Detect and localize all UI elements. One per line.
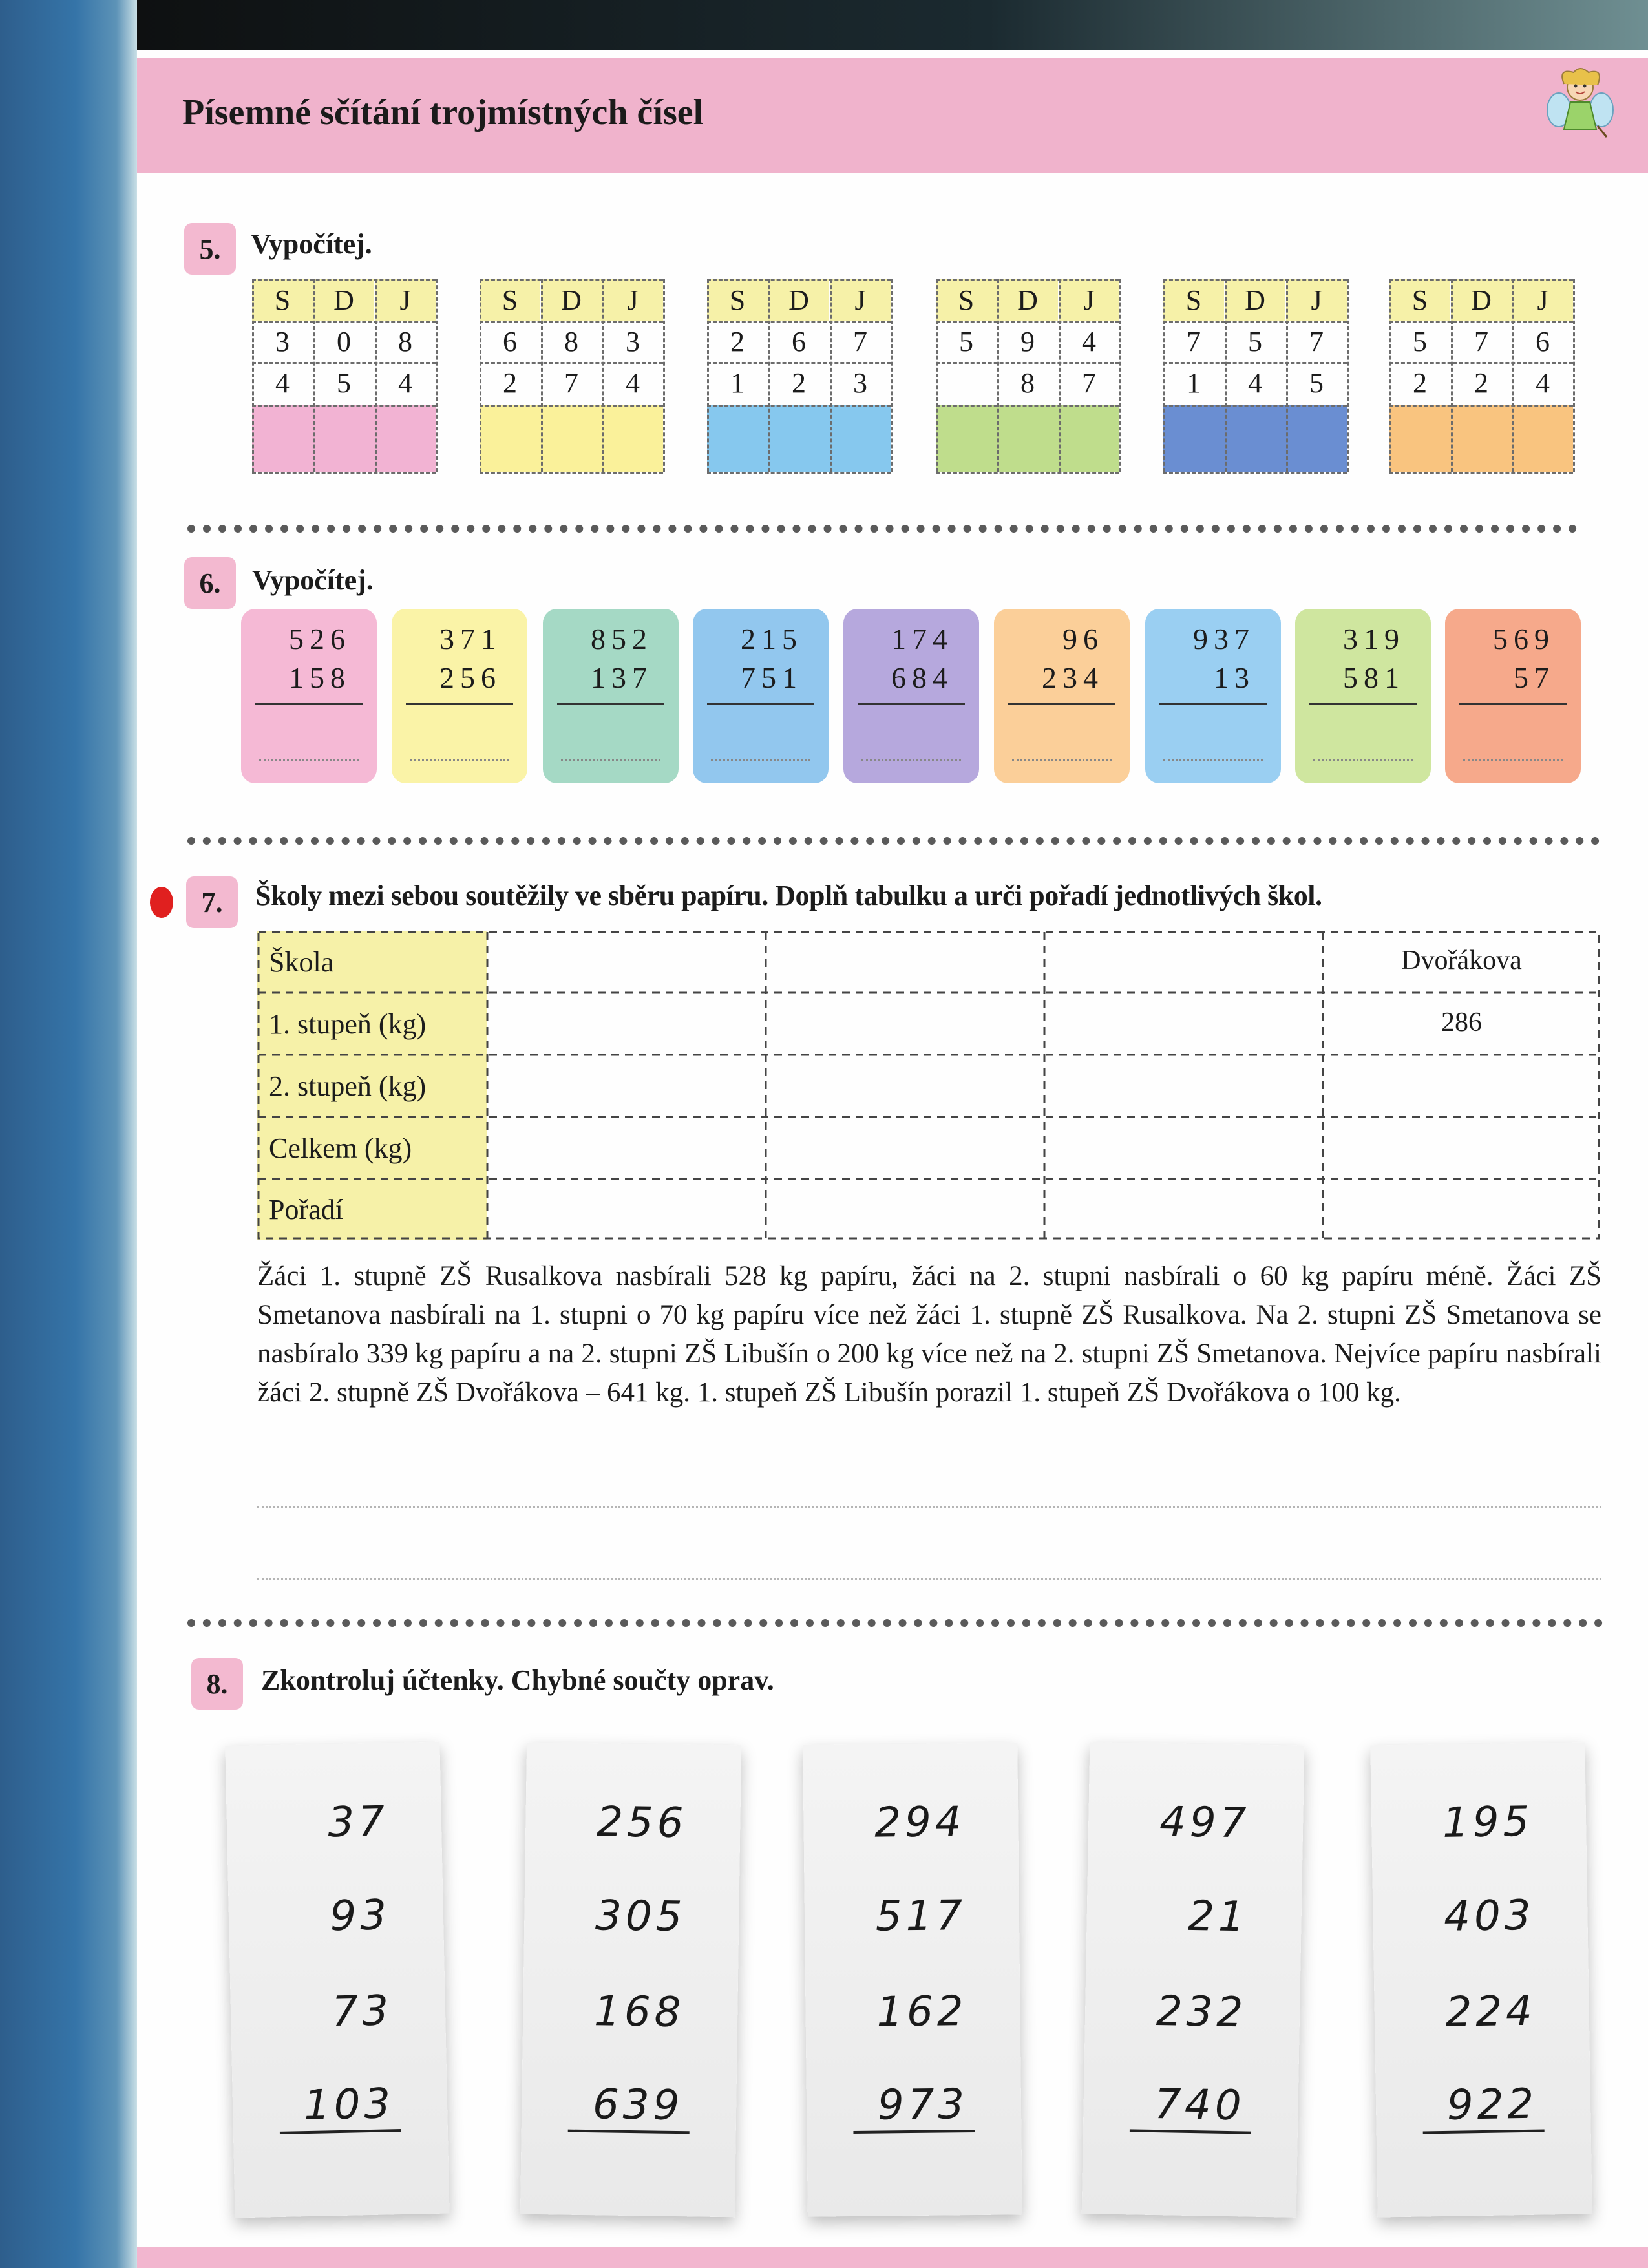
result-cells[interactable] — [936, 405, 1119, 472]
card-addend-1: 852 — [591, 622, 653, 655]
receipt-item: 256 — [596, 1798, 688, 1848]
place-label: J — [375, 279, 436, 321]
exercise-7-title: Školy mezi sebou soutěžily ve sběru papíru. Doplň tabulku a urči pořadí jednotlivých škol. — [255, 880, 1322, 911]
receipt-item: 168 — [593, 1987, 685, 2037]
digit-cell: 6 — [1536, 325, 1550, 357]
grid-line — [480, 362, 663, 364]
receipt-item: 232 — [1156, 1987, 1247, 2037]
addition-card — [392, 609, 527, 783]
grid-line — [1389, 321, 1573, 323]
digit-cell: 0 — [337, 325, 351, 357]
sum-line — [858, 703, 965, 705]
digit-cell: 4 — [398, 366, 412, 399]
place-label: J — [1286, 279, 1347, 321]
card-addend-2: 684 — [891, 661, 953, 694]
grid-line — [1389, 405, 1573, 407]
row-label-grade2: 2. stupeň (kg) — [257, 1055, 487, 1117]
receipt-sum: 639 — [592, 2081, 684, 2130]
priority-marker-icon — [150, 887, 173, 918]
digit-cell: 3 — [275, 325, 290, 357]
sum-line — [557, 703, 664, 705]
digit-cell: 7 — [564, 366, 578, 399]
addition-grid — [1389, 279, 1573, 487]
digit-cell: 8 — [398, 325, 412, 357]
place-label: S — [1389, 279, 1450, 321]
card-addend-1: 526 — [289, 622, 351, 655]
grid-line — [768, 279, 770, 472]
sum-line — [1459, 703, 1567, 705]
digit-cell: 2 — [792, 366, 806, 399]
digit-cell: 6 — [792, 325, 806, 357]
grid-line — [936, 321, 1119, 323]
place-label: S — [707, 279, 768, 321]
card-addend-1: 319 — [1343, 622, 1405, 655]
digit-cell: 6 — [503, 325, 517, 357]
place-label: D — [997, 279, 1058, 321]
sum-line — [1309, 703, 1417, 705]
digit-cell: 4 — [1536, 366, 1550, 399]
receipt — [803, 1743, 1022, 2216]
digit-cell: 1 — [730, 366, 745, 399]
sum-line — [280, 2129, 401, 2134]
grid-line — [1163, 472, 1347, 474]
word-problem-text: Žáci 1. stupně ZŠ Rusalkova nasbírali 528 kg papíru, žáci na 2. stupni nasbírali o 60 kg papíru méně. Žáci ZŠ Smetanova nasbírali na 1. stupni o 70 kg papíru více než žáci 1. stupně ZŠ Rusalkova. Na 2. stupni ZŠ Smetanova se nasbíralo 339 kg papíru a na 2. stupni ZŠ Libušín o 200 kg více než na 2. stupni ZŠ Smetanova. Nejvíce papíru nasbírali žáci 2. stupně ZŠ Dvořákova – 641 kg. 1. stupeň ZŠ Libušín porazil 1. stupeň ZŠ Dvořákova o 100 kg. — [257, 1261, 1601, 1408]
grid-line — [602, 279, 604, 472]
place-label: S — [480, 279, 540, 321]
receipt-item: 224 — [1445, 1987, 1537, 2037]
grid-line — [1163, 279, 1165, 472]
place-label: D — [768, 279, 829, 321]
digit-cell: 5 — [337, 366, 351, 399]
grid-line — [252, 472, 436, 474]
exercise-8-badge: 8. — [191, 1658, 243, 1710]
grid-line — [997, 279, 999, 472]
receipt-sum: 740 — [1154, 2080, 1246, 2130]
digit-cell: 5 — [1309, 366, 1324, 399]
digit-cell: 5 — [959, 325, 973, 357]
sum-line — [707, 703, 814, 705]
digit-cell: 4 — [1248, 366, 1262, 399]
place-label: D — [313, 279, 374, 321]
grid-line — [1163, 362, 1347, 364]
receipt-sum: 922 — [1446, 2080, 1538, 2130]
grid-line — [1119, 279, 1121, 472]
grid-line — [936, 472, 1119, 474]
addition-card — [241, 609, 377, 783]
place-label: S — [1163, 279, 1224, 321]
exercise-8-title: Zkontroluj účtenky. Chybné součty oprav. — [261, 1664, 774, 1696]
grid-line — [1163, 321, 1347, 323]
place-label: S — [936, 279, 997, 321]
grid-line — [252, 362, 436, 364]
digit-cell: 5 — [1413, 325, 1427, 357]
grid-line — [707, 405, 891, 407]
grid-line — [891, 279, 893, 472]
card-addend-2: 13 — [1214, 661, 1255, 694]
receipt-item: 37 — [327, 1797, 389, 1847]
grid-line — [1389, 472, 1573, 474]
digit-cell: 7 — [853, 325, 867, 357]
answer-line[interactable] — [257, 1506, 1601, 1508]
grid-line — [252, 279, 436, 281]
grid-line — [480, 472, 663, 474]
place-label: D — [541, 279, 602, 321]
receipt-item: 403 — [1443, 1891, 1536, 1941]
digit-cell: 8 — [564, 325, 578, 357]
digit-cell: 8 — [1020, 366, 1035, 399]
digit-cell: 7 — [1309, 325, 1324, 357]
exercise-7-badge: 7. — [186, 876, 238, 928]
grid-line — [1347, 279, 1349, 472]
sum-line — [1423, 2129, 1545, 2134]
digit-cell: 7 — [1474, 325, 1488, 357]
place-label: J — [830, 279, 891, 321]
grid-line — [480, 279, 663, 281]
card-addend-2: 751 — [741, 661, 803, 694]
place-label: J — [1512, 279, 1573, 321]
digit-cell: 2 — [730, 325, 745, 357]
place-label: J — [1059, 279, 1119, 321]
addition-card — [1145, 609, 1281, 783]
digit-cell: 7 — [1187, 325, 1201, 357]
grid-line — [936, 279, 938, 472]
receipt-item: 497 — [1159, 1798, 1251, 1848]
answer-dotted-line[interactable] — [561, 759, 660, 761]
card-addend-1: 569 — [1493, 622, 1555, 655]
addition-grid — [480, 279, 663, 487]
result-cells[interactable] — [1163, 405, 1347, 472]
grid-line — [1389, 279, 1391, 472]
grid-line — [541, 279, 543, 472]
receipt — [1082, 1742, 1305, 2218]
grid-line — [1389, 279, 1573, 281]
grid-line — [1512, 279, 1514, 472]
grid-line — [1573, 279, 1575, 472]
grid-line — [707, 472, 891, 474]
addition-card — [843, 609, 979, 783]
addition-card — [1295, 609, 1431, 783]
grid-line — [436, 279, 438, 472]
answer-dotted-line[interactable] — [861, 759, 961, 761]
page-bottom-band — [137, 2247, 1648, 2268]
book-spine — [0, 0, 137, 2268]
dotted-separator — [187, 837, 1600, 845]
addition-card — [693, 609, 829, 783]
result-cells[interactable] — [707, 405, 891, 472]
digit-cell: 4 — [275, 366, 290, 399]
addition-card — [543, 609, 679, 783]
digit-cell: 3 — [853, 366, 867, 399]
card-addend-2: 57 — [1514, 661, 1555, 694]
place-label: D — [1451, 279, 1512, 321]
row-label-total: Celkem (kg) — [257, 1117, 487, 1179]
result-cells[interactable] — [252, 405, 436, 472]
grid-line — [1286, 279, 1288, 472]
place-label: J — [602, 279, 663, 321]
row-label-grade1: 1. stupeň (kg) — [257, 993, 487, 1055]
addition-grid — [1163, 279, 1347, 487]
card-addend-1: 174 — [891, 622, 953, 655]
row-label-rank: Pořadí — [257, 1179, 487, 1240]
receipt-item: 305 — [595, 1892, 686, 1942]
table-grid-lines — [257, 931, 1600, 1241]
answer-dotted-line[interactable] — [410, 759, 509, 761]
receipt-sum: 973 — [877, 2081, 969, 2130]
grid-line — [707, 279, 709, 472]
sum-line — [406, 703, 513, 705]
grid-line — [480, 321, 663, 323]
card-addend-1: 371 — [439, 622, 502, 655]
digit-cell: 2 — [1474, 366, 1488, 399]
digit-cell: 4 — [626, 366, 640, 399]
digit-cell: 2 — [1413, 366, 1427, 399]
fairy-icon — [1545, 65, 1616, 142]
grid-line — [252, 279, 254, 472]
grid-line — [480, 279, 481, 472]
sum-line — [853, 2130, 975, 2134]
receipt — [520, 1743, 741, 2218]
answer-dotted-line[interactable] — [711, 759, 810, 761]
digit-cell: 5 — [1248, 325, 1262, 357]
grid-line — [1163, 405, 1347, 407]
grid-line — [707, 362, 891, 364]
addition-card — [1445, 609, 1581, 783]
receipt-item: 73 — [331, 1987, 393, 2037]
grid-line — [936, 362, 1119, 364]
receipt-item: 21 — [1187, 1892, 1249, 1942]
exercise-5-title: Vypočítej. — [251, 228, 372, 260]
grid-line — [480, 405, 663, 407]
grid-line — [830, 279, 832, 472]
card-addend-1: 937 — [1193, 622, 1255, 655]
grid-line — [1225, 279, 1227, 472]
sum-line — [255, 703, 363, 705]
sum-line — [1008, 703, 1115, 705]
grid-line — [1451, 279, 1453, 472]
sum-line — [1130, 2129, 1251, 2134]
card-addend-1: 215 — [741, 622, 803, 655]
grid-line — [252, 405, 436, 407]
card-addend-2: 137 — [591, 661, 653, 694]
digit-cell — [936, 362, 997, 403]
digit-cell: 1 — [1187, 366, 1201, 399]
receipt — [225, 1742, 449, 2218]
addition-grid — [707, 279, 891, 487]
grid-line — [1389, 362, 1573, 364]
digit-cell: 7 — [1082, 366, 1096, 399]
addition-card — [994, 609, 1130, 783]
answer-dotted-line[interactable] — [259, 759, 359, 761]
addition-grid — [936, 279, 1119, 487]
grid-line — [707, 321, 891, 323]
grid-line — [313, 279, 315, 472]
answer-line[interactable] — [257, 1578, 1601, 1580]
answer-dotted-line[interactable] — [1163, 759, 1263, 761]
page-top-edge — [0, 0, 1648, 50]
card-addend-2: 234 — [1042, 661, 1104, 694]
grid-line — [1163, 279, 1347, 281]
grid-line — [375, 279, 377, 472]
card-addend-2: 158 — [289, 661, 351, 694]
exercise-6-title: Vypočítej. — [252, 564, 374, 596]
school-table — [257, 931, 1600, 1240]
place-label: S — [252, 279, 313, 321]
answer-dotted-line[interactable] — [1012, 759, 1112, 761]
addition-grid — [252, 279, 436, 487]
grid-line — [936, 279, 1119, 281]
receipt-item: 93 — [329, 1891, 391, 1941]
card-addend-2: 581 — [1343, 661, 1405, 694]
grid-line — [663, 279, 665, 472]
digit-cell: 4 — [1082, 325, 1096, 357]
row-label-school: Škola — [257, 931, 487, 993]
result-cells[interactable] — [480, 405, 663, 472]
answer-dotted-line[interactable] — [1463, 759, 1563, 761]
receipt-item: 517 — [875, 1892, 967, 1941]
card-addend-2: 256 — [439, 661, 502, 694]
result-cells[interactable] — [1389, 405, 1573, 472]
cell-dvorakova-grade1: 286 — [1441, 1008, 1482, 1037]
grid-line — [936, 405, 1119, 407]
exercise-5-badge: 5. — [184, 223, 236, 275]
sum-line — [568, 2130, 690, 2134]
exercise-6-badge: 6. — [184, 557, 236, 609]
grid-line — [252, 321, 436, 323]
receipt-item: 294 — [874, 1798, 966, 1847]
receipt-item: 162 — [876, 1987, 967, 2037]
cell-school-dvorakova: Dvořákova — [1401, 946, 1522, 975]
digit-cell: 2 — [503, 366, 517, 399]
place-label: D — [1225, 279, 1285, 321]
dotted-separator — [187, 525, 1577, 533]
card-addend-1: 96 — [1062, 622, 1104, 655]
grid-line — [1059, 279, 1061, 472]
digit-cell: 9 — [1020, 325, 1035, 357]
dotted-separator — [187, 1619, 1603, 1627]
receipt-sum: 103 — [303, 2080, 395, 2130]
receipt-item: 195 — [1442, 1797, 1534, 1847]
sum-line — [1159, 703, 1267, 705]
page-title: Písemné sčítání trojmístných čísel — [182, 92, 704, 132]
digit-cell: 3 — [626, 325, 640, 357]
answer-dotted-line[interactable] — [1313, 759, 1413, 761]
grid-line — [707, 279, 891, 281]
receipt — [1370, 1742, 1592, 2217]
